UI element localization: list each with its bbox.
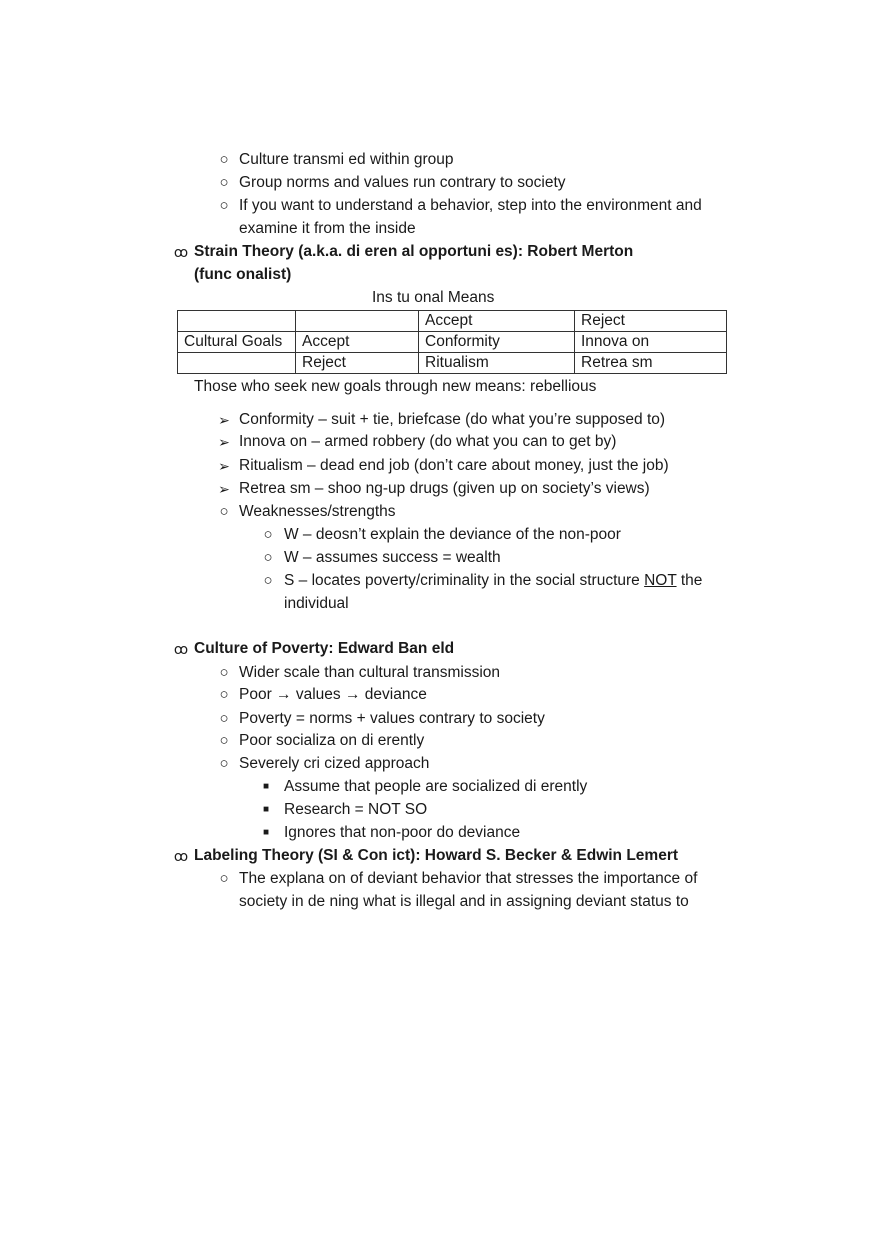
circle-bullet-icon: ○	[219, 755, 229, 772]
table-cell: Cultural Goals	[178, 332, 296, 353]
list-item: Conformity – suit + tie, briefcase (do what you’re supposed to)	[239, 411, 666, 428]
circle-bullet-icon: ○	[219, 732, 229, 749]
emphasis-not: NOT	[644, 572, 677, 589]
table-row	[178, 332, 727, 353]
list-item: W – assumes success = wealth	[284, 549, 501, 566]
arrow-bullet-icon: ➢	[218, 481, 230, 497]
list-item: Wider scale than cultural transmission	[239, 664, 501, 681]
means-goals-table	[177, 310, 727, 374]
list-item: Research = NOT SO	[284, 801, 428, 818]
table-cell: Retrea sm	[575, 353, 727, 374]
list-item: Assume that people are socialized di erently	[284, 778, 588, 795]
table-cell: Accept	[296, 332, 419, 353]
swirl-bullet-icon: ꝏ	[173, 641, 189, 657]
square-bullet-icon: ■	[262, 781, 270, 792]
arrow-bullet-icon: ➢	[218, 458, 230, 474]
circle-bullet-icon: ○	[219, 664, 229, 681]
list-item: Poor socializa on di erently	[239, 732, 425, 749]
swirl-bullet-icon: ꝏ	[173, 848, 189, 864]
list-item: If you want to understand a behavior, step into the environment and	[239, 197, 702, 214]
list-item-continuation: society in de ning what is illegal and in assigning deviant status to	[239, 893, 689, 910]
table-title: Ins tu onal Means	[372, 289, 495, 306]
item-text: S – locates poverty/criminality in the social structure	[284, 572, 645, 589]
circle-bullet-icon: ○	[219, 197, 229, 214]
list-item: Severely cri cized approach	[239, 755, 430, 772]
table-cell: Reject	[575, 311, 727, 332]
list-item: Retrea sm – shoo ng-up drugs (given up on society’s views)	[239, 480, 650, 497]
list-item: W – deosn’t explain the deviance of the non-poor	[284, 526, 621, 543]
list-item: Ritualism – dead end job (don’t care about money, just the job)	[239, 457, 669, 474]
arrow-bullet-icon: ➢	[218, 412, 230, 428]
table-cell	[178, 311, 296, 332]
list-item: Ignores that non-poor do deviance	[284, 824, 521, 841]
strain-theory-heading: Strain Theory (a.k.a. di eren al opportuni es): Robert Merton	[194, 243, 634, 260]
table-cell: Ritualism	[419, 353, 575, 374]
list-item: Group norms and values run contrary to society	[239, 174, 566, 191]
circle-bullet-icon: ○	[219, 174, 229, 191]
table-row	[178, 311, 727, 332]
rebellious-note: Those who seek new goals through new means: rebellious	[194, 378, 597, 395]
list-item: Weaknesses/strengths	[239, 503, 396, 520]
list-item: The explana on of deviant behavior that stresses the importance of	[239, 870, 698, 887]
list-item: Poor → values → deviance	[239, 686, 427, 703]
list-item: Culture transmi ed within group	[239, 151, 454, 168]
square-bullet-icon: ■	[262, 804, 270, 815]
table-cell	[178, 353, 296, 374]
circle-bullet-icon: ○	[219, 686, 229, 703]
square-bullet-icon: ■	[262, 827, 270, 838]
item-text: the	[676, 572, 703, 589]
table-cell: Accept	[419, 311, 575, 332]
culture-of-poverty-heading: Culture of Poverty: Edward Ban eld	[194, 640, 455, 657]
table-cell: Innova on	[575, 332, 727, 353]
strain-theory-heading-line2: (func onalist)	[194, 266, 292, 283]
circle-bullet-icon: ○	[219, 151, 229, 168]
circle-bullet-icon: ○	[263, 572, 273, 589]
list-item-continuation: individual	[284, 595, 349, 612]
circle-bullet-icon: ○	[263, 526, 273, 543]
list-item: Innova on – armed robbery (do what you can to get by)	[239, 433, 617, 450]
table-row	[178, 353, 727, 374]
labeling-theory-heading: Labeling Theory (SI & Con ict): Howard S. Becker & Edwin Lemert	[194, 847, 679, 864]
list-item-continuation: examine it from the inside	[239, 220, 416, 237]
table-cell: Reject	[296, 353, 419, 374]
table-cell	[296, 311, 419, 332]
circle-bullet-icon: ○	[219, 503, 229, 520]
circle-bullet-icon: ○	[219, 710, 229, 727]
list-item: Poverty = norms + values contrary to society	[239, 710, 545, 727]
circle-bullet-icon: ○	[219, 870, 229, 887]
arrow-bullet-icon: ➢	[218, 434, 230, 450]
table-cell: Conformity	[419, 332, 575, 353]
list-item	[284, 571, 702, 591]
circle-bullet-icon: ○	[263, 549, 273, 566]
swirl-bullet-icon: ꝏ	[173, 244, 189, 260]
